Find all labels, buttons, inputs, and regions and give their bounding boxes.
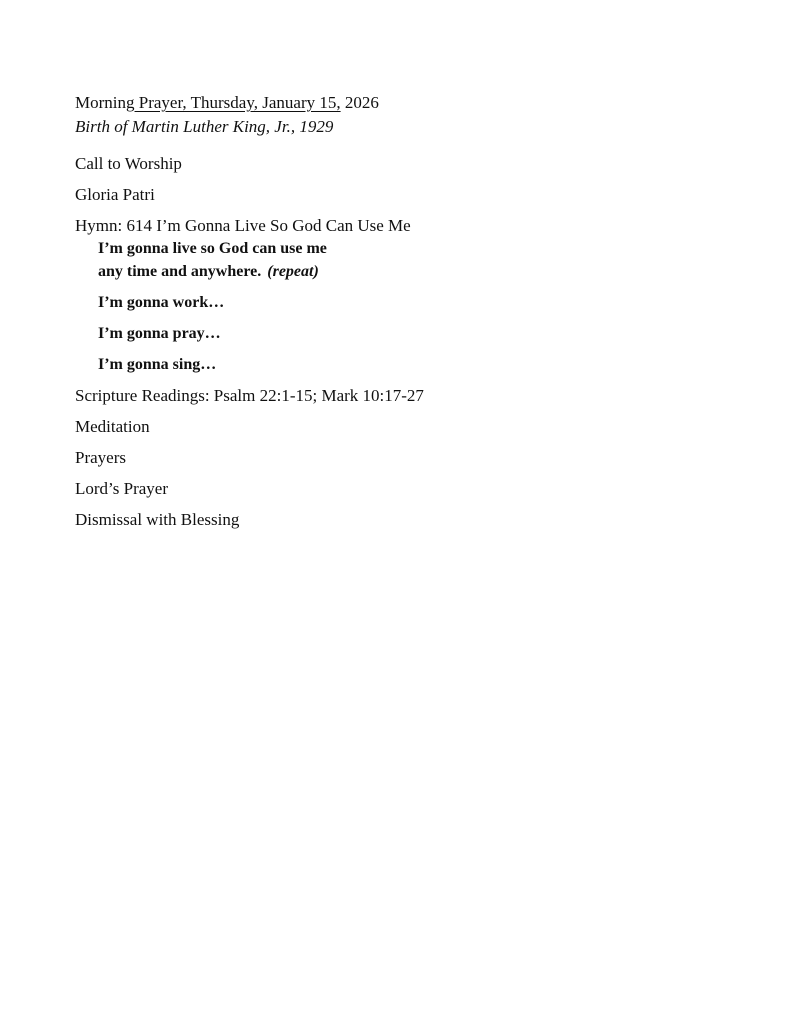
order-item-meditation: Meditation bbox=[75, 417, 150, 436]
lyric-line-2 bbox=[98, 260, 735, 283]
title-suffix: 2026 bbox=[340, 93, 379, 112]
lyric-verse-sing: I’m gonna sing… bbox=[98, 356, 217, 373]
hymn-lyrics bbox=[75, 237, 735, 376]
order-item-prayers: Prayers bbox=[75, 448, 126, 467]
order-item-scripture: Scripture Readings: Psalm 22:1-15; Mark 10:17-27 bbox=[75, 386, 424, 405]
lyric-verse-work: I’m gonna work… bbox=[98, 294, 225, 311]
order-item-dismissal: Dismissal with Blessing bbox=[75, 510, 240, 529]
order-item-gloria-patri: Gloria Patri bbox=[75, 185, 155, 204]
title-prefix: Morning bbox=[75, 93, 135, 112]
order-item-hymn: Hymn: 614 I’m Gonna Live So God Can Use Me bbox=[75, 216, 411, 235]
page-subtitle: Birth of Martin Luther King, Jr., 1929 bbox=[75, 117, 334, 136]
page-title bbox=[75, 92, 735, 114]
lyric-line-2-text: any time and anywhere. bbox=[98, 263, 262, 280]
order-item-call-to-worship: Call to Worship bbox=[75, 154, 182, 173]
lyric-line-1: I’m gonna live so God can use me bbox=[98, 240, 327, 257]
lyric-verse-pray: I’m gonna pray… bbox=[98, 325, 221, 342]
repeat-note: (repeat) bbox=[267, 263, 319, 280]
title-underlined: Prayer, Thursday, January 15, bbox=[134, 93, 341, 112]
order-item-lords-prayer: Lord’s Prayer bbox=[75, 479, 169, 498]
bulletin-page bbox=[75, 92, 735, 540]
